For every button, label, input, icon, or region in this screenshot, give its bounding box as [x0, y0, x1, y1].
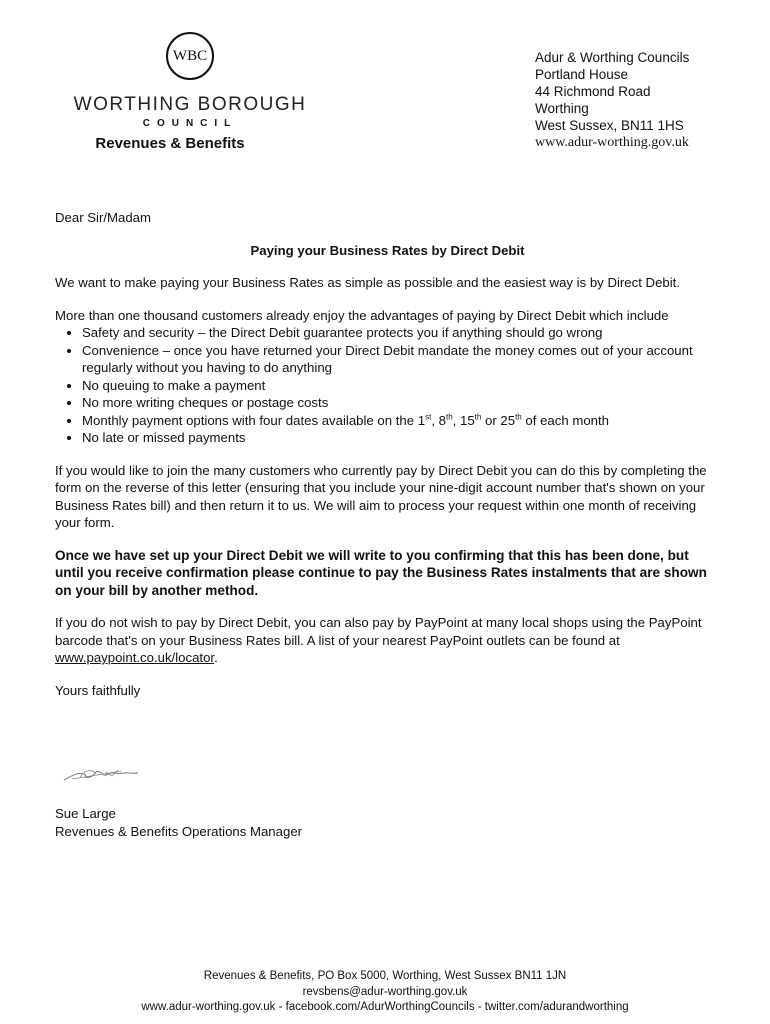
list-item: • No late or missed payments	[82, 429, 720, 447]
signature-scribble	[62, 760, 142, 786]
list-item: • Convenience – once you have returned your Direct Debit mandate the money comes out of your account regularly without you having to do anything	[82, 342, 720, 377]
date-2: 8	[438, 412, 446, 428]
footer-address: Revenues & Benefits, PO Box 5000, Worthing, West Sussex BN11 1JN	[203, 970, 567, 982]
monthly-suffix: of each month	[521, 412, 609, 428]
advantages-list	[55, 324, 720, 447]
council-name: WORTHING BOROUGH	[73, 94, 307, 115]
paragraph-confirmation: Once we have set up your Direct Debit we will write to you confirming that this has been done, but until you receive confirmation please continue to pay the Business Rates instalments that are shown on your bill by another method.	[55, 547, 707, 598]
footer-email: revsbens@adur-worthing.gov.uk	[302, 985, 468, 998]
separator: ,	[452, 412, 460, 428]
paypoint-locator-link[interactable]: www.paypoint.co.uk/locator	[55, 650, 215, 665]
date-1-suffix: st	[425, 412, 432, 422]
list-item: • Safety and security – the Direct Debit guarantee protects you if anything should go wrong	[82, 324, 720, 342]
address-line: 44 Richmond Road	[535, 84, 651, 99]
list-item-monthly	[82, 412, 720, 430]
address-line: Worthing	[535, 101, 589, 116]
signer-title: Revenues & Benefits Operations Manager	[55, 823, 303, 839]
council-word: COUNCIL	[142, 118, 238, 129]
date-3: 15	[460, 412, 475, 428]
paragraph-advantages: More than one thousand customers already enjoy the advantages of paying by Direct Debit which include	[55, 307, 669, 323]
logo-mark-text: WBC	[172, 47, 208, 64]
address-website: www.adur-worthing.gov.uk	[535, 135, 689, 150]
address-line: West Sussex, BN11 1HS	[535, 118, 684, 133]
paragraph-paypoint	[55, 614, 720, 667]
footer	[0, 969, 770, 1016]
monthly-prefix: Monthly payment options with four dates available on the	[82, 412, 418, 428]
signer-block	[55, 805, 302, 840]
sender-address	[535, 49, 689, 151]
paragraph-intro: We want to make paying your Business Rates as simple as possible and the easiest way is by Direct Debit.	[55, 275, 680, 290]
signature	[62, 760, 142, 789]
paypoint-end: .	[214, 650, 218, 665]
separator: or	[481, 412, 501, 428]
signer-name: Sue Large	[55, 806, 116, 821]
date-3-suffix: th	[474, 412, 482, 422]
letter-body	[55, 209, 720, 699]
greeting: Dear Sir/Madam	[55, 210, 152, 225]
address-line: Portland House	[535, 67, 629, 82]
letter-title: Paying your Business Rates by Direct Debit	[250, 242, 525, 258]
paypoint-text: If you do not wish to pay by Direct Debit, you can also pay by PayPoint at many local shops using the PayPoint barcode that's on your Business Rates bill. A list of your nearest PayPoint outlets can be found at	[55, 615, 702, 648]
separator: ,	[431, 412, 439, 428]
address-line: Adur & Worthing Councils	[535, 50, 690, 65]
date-2-suffix: th	[446, 412, 453, 422]
list-item: • No more writing cheques or postage costs	[82, 394, 720, 412]
closing: Yours faithfully	[55, 682, 141, 698]
paragraph-join: If you would like to join the many customers who currently pay by Direct Debit you can do this by completing the form on the reverse of this letter (ensuring that you include your nine-digit account number that's shown on your Business Rates bill) and then return it to us. We will aim to process your request within one month of receiving your form.	[55, 462, 707, 530]
wbc-logo-mark	[166, 32, 214, 80]
date-1: 1	[417, 412, 426, 428]
date-4-suffix: th	[515, 412, 522, 422]
date-4: 25	[500, 412, 516, 428]
department-name: Revenues & Benefits	[95, 135, 245, 152]
footer-links: www.adur-worthing.gov.uk - facebook.com/AdurWorthingCouncils - twitter.com/adurandworthing	[141, 1001, 629, 1013]
list-item: • No queuing to make a payment	[82, 377, 720, 395]
council-logo	[60, 32, 320, 152]
